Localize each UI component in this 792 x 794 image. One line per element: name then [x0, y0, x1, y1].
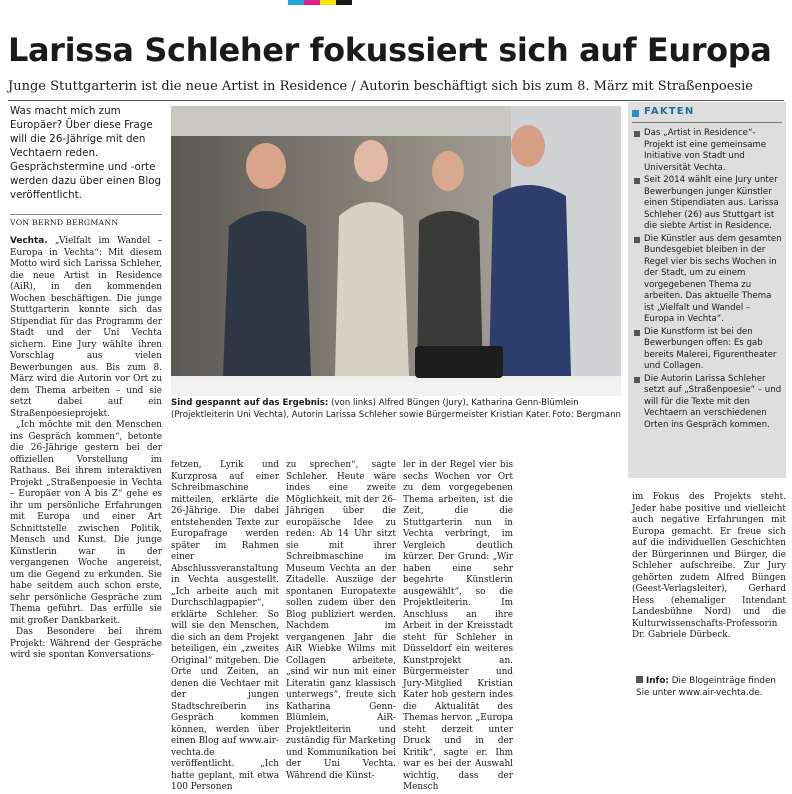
color-swatch-yellow [320, 0, 336, 5]
article-column-2 [171, 460, 279, 792]
article-paragraph: „Ich möchte mit den Menschen ins Gespräch kommen“, betonte die 26-Jährige gestern bei der offiziellen Vorstellung im Rathaus. Bei ihrem interaktiven Projekt „Straßenpoesie in Vechta – Europäer von A bis Z“ gehe es ihr um persönliche Erfahrungen mit Europa und einer Art Schnittstelle zwischen Politik, Mensch und Kunst. Die junge Künstlerin war in der vergangenen Woche angereist, um die Gegend zu erkunden. Sie habe seitdem auch schon erste, sehr persönliche Gespräche zum Thema geführt. Das erfülle sie mit großer Dankbarkeit. [10, 420, 162, 626]
article-column-4 [403, 460, 513, 792]
headline: Larissa Schleher fokussiert sich auf Europa [8, 31, 772, 69]
dateline: Vechta. [10, 236, 48, 246]
lead-paragraph: Was macht mich zum Europäer? Über diese Frage will die 26-Jährige mit den Vechtaern reden. Gesprächstermine und -orte werden dazu über einen Blog veröffentlicht. [10, 105, 162, 201]
caption-text: (von links) Alfred Büngen (Jury), Katharina Genn-Blümlein (Projektleiterin Uni Vechta), Autorin Larissa Schleher sowie Bürgermeister Kristian Kater. [171, 398, 579, 420]
info-label: Info: [646, 676, 669, 686]
subheadline: Junge Stuttgarterin ist die neue Artist in Residence / Autorin beschäftigt sich bis zum 8. März mit Straßenpoesie [8, 79, 753, 94]
color-swatch-magenta [304, 0, 320, 5]
facts-marker-icon [632, 110, 639, 117]
article-paragraph: fetzen, Lyrik und Kurzprosa auf einer Schreibmaschine mitteilen, erklärte die 26-Jährige. Die dabei entstehenden Texte zur Europafrage werden später im Rahmen einer Abschlussveranstaltung in Vechta ausgestellt. „Ich arbeite auch mit Durchschlagpapier“, erklärte Schleher. So will sie den Menschen, die sich an dem Projekt beteiligen, ein „zweites Original“ mitgeben. Die Orte und Zeiten, an denen die Vechtaer mit der jungen Stadtschreiberin ins Gespräch kommen können, werden über einen Blog auf www.air-vechta.de veröffentlicht. „Ich hatte geplant, mit etwa 100 Personen [171, 460, 279, 792]
facts-item: Die Kunstform ist bei den Bewerbungen offen: Es gab bereits Malerei, Figurentheater und Collagen. [634, 327, 782, 373]
headline-divider [8, 100, 784, 101]
color-swatch-black [336, 0, 352, 5]
facts-box-header [632, 106, 782, 123]
caption-lead: Sind gespannt auf das Ergebnis: [171, 398, 329, 408]
article-column-5 [632, 492, 786, 672]
article-paragraph: im Fokus des Projekts steht. Jeder habe positive und vielleicht auch negative Erfahrungen mit Europa gemacht. Er freue sich auf die individuellen Geschichten der Bürgerinnen und Bürger, die Schleher aufschreibe. Zur Jury gehörten zudem Alfred Büngen (Geest-Verlagsleiter), Gerhard Hess (ehemaliger Intendant Landesbühne Nord) und die Kulturwissenschafts-Professorin Dr. Gabriele Dürbeck. [632, 492, 786, 640]
photo-credit: Foto: Bergmann [552, 409, 621, 420]
article-paragraph: ler in der Regel vier bis sechs Wochen vor Ort zu dem vorgegebenen Thema arbeiten, ist die Zeit, die die Stuttgarterin nun in Vechta verbringt, im Vergleich deutlich kürzer. Der Grund: „Wir haben eine sehr begehrte Künstlerin ausgewählt“, so die Projektleiterin. Im Anschluss an ihre Arbeit in der Kreisstadt steht für Schleher in Düsseldorf ein weiteres Kunstprojekt an. Bürgermeister und Jury-Mitglied Kristian Kater hob gestern indes die Aktualität des Themas hervor. „Europa steht derzeit unter Druck und in der Kritik“, sagte er. Ihm war es bei der Auswahl wichtig, dass der Mensch [403, 460, 513, 792]
facts-item: Das „Artist in Residence“-Projekt ist eine gemeinsame Initiative von Stadt und Universität Vechta. [634, 128, 782, 174]
print-color-bar [288, 0, 352, 5]
photo-caption [171, 398, 621, 421]
article-paragraph: Das Besondere bei ihrem Projekt: Während der Gespräche wird sie spontan Konversations- [10, 627, 162, 660]
article-paragraph: zu sprechen“, sagte Schleher. Heute wäre indes eine zweite Möglichkeit, mit der 26-Jährigen über die europäische Idee zu reden: Ab 14 Uhr sitzt sie mit ihrer Schreibmaschine im Museum Vechta an der Zitadelle. Auszüge der spontanen Europatexte sollen zudem über den Blog publiziert werden. Nachdem im vergangenen Jahr die AiR Wiebke Wilms mit Collagen arbeitete, „sind wir nun mit einer Literatin ganz klassisch unterwegs“, freute sich Katharina Genn-Blümlein, AiR-Projektleiterin und zuständig für Marketing und Kommunikation bei der Uni Vechta. Während die Künst- [286, 460, 396, 781]
info-marker-icon [636, 676, 643, 683]
group-photo-illustration [171, 106, 621, 396]
article-column-3 [286, 460, 396, 781]
byline: VON BERND BERGMANN [10, 214, 162, 227]
info-text: Die Blogeinträge finden Sie unter www.air-vechta.de. [636, 676, 776, 698]
article-photo [171, 106, 621, 396]
article-column-1 [10, 236, 162, 708]
facts-item: Seit 2014 wählt eine Jury unter Bewerbungen junger Künstler einen Stipendiaten aus. Larissa Schleher (26) aus Stuttgart ist die siebte Artist in Residence. [634, 175, 782, 233]
facts-item: Die Autorin Larissa Schleher setzt auf „Straßenpoesie“ – und will für die Texte mit den Vechtaern an verschiedenen Orten ins Gespräch kommen. [634, 374, 782, 432]
facts-box [628, 102, 786, 478]
article-paragraph: Vechta. „Vielfalt im Wandel – Europa in Vechta“: Mit diesem Motto wird sich Larissa Schleher, die neue Artist in Residence (AiR), in den kommenden Wochen beschäftigen. Die junge Stuttgarterin konnte sich das Stipendiat für das Programm der Stadt und der Uni Vechta sichern. Eine Jury wählte ihren Vorschlag aus vielen Bewerbungen aus. Bis zum 8. März wird die Autorin vor Ort zu dem Thema arbeiten – und sie setzt dabei auf ein Straßenpoesieprojekt. [10, 236, 162, 419]
info-box [636, 676, 788, 699]
color-swatch-cyan [288, 0, 304, 5]
facts-box-title: FAKTEN [644, 106, 695, 117]
facts-item: Die Künstler aus dem gesamten Bundesgebiet bleiben in der Regel vier bis sechs Wochen in der Stadt, um zu einem vorgegebenen Thema zu arbeiten. Das aktuelle Thema ist „Vielfalt und Wandel – Europa in Vechta“. [634, 234, 782, 326]
facts-list [634, 128, 782, 432]
